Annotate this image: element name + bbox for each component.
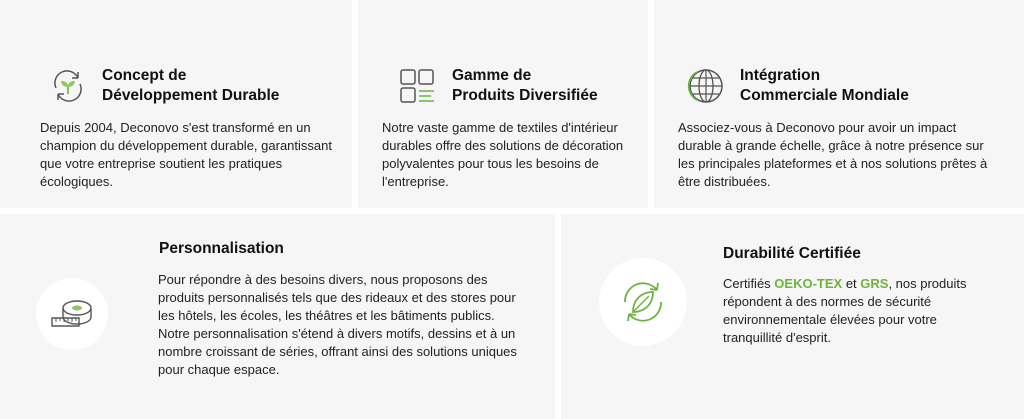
feature-title: Durabilité Certifiée	[723, 245, 861, 262]
icon-circle	[36, 278, 108, 350]
feature-header	[398, 66, 598, 106]
feature-description: Pour répondre à des besoins divers, nous proposons des produits personnalisés tels que des rideaux et des stores pour les hôtels, les écoles, les théâtres et les bâtiments publics. Notre personnalisation s'étend à divers motifs, dessins et à un nombre croissant de séries, offrant ainsi des solutions uniques pour chaque espace.	[158, 272, 517, 377]
feature-card-personalisation	[0, 214, 555, 419]
cert-oeko-tex: OEKO-TEX	[774, 276, 843, 291]
feature-description: Depuis 2004, Deconovo s'est transformé en un champion du développement durable, garantissant que votre entreprise soutient les pratiques écologiques.	[40, 120, 332, 189]
cert-grs: GRS	[860, 276, 889, 291]
feature-title-line1: Concept de	[102, 67, 187, 84]
feature-description: Notre vaste gamme de textiles d'intérieur durables offre des solutions de décoration polyvalentes pour tous les besoins de l'entreprise.	[382, 120, 624, 189]
feature-description	[723, 275, 988, 347]
leaf-cycle-icon	[615, 274, 671, 330]
icon-circle	[599, 258, 687, 346]
feature-header	[48, 66, 279, 106]
feature-card-certified	[561, 214, 1024, 419]
measuring-tape-icon	[49, 291, 95, 337]
desc-and: et	[842, 276, 861, 291]
feature-title: Personnalisation	[159, 240, 284, 257]
feature-title-line1: Intégration	[740, 67, 821, 84]
globe-icon	[686, 66, 726, 106]
recycle-sprout-icon	[48, 66, 88, 106]
feature-description: Associez-vous à Deconovo pour avoir un impact durable à grande échelle, grâce à notre présence sur les principales plateformes et à nos solutions prêtes à être distribuées.	[678, 120, 988, 189]
feature-title-line2: Produits Diversifiée	[452, 87, 598, 104]
feature-title-line1: Gamme de	[452, 67, 532, 84]
feature-card-concept	[0, 0, 352, 208]
feature-title-line2: Commerciale Mondiale	[740, 87, 909, 104]
feature-title-line2: Développement Durable	[102, 87, 280, 104]
feature-header	[686, 66, 909, 106]
feature-card-integration	[654, 0, 1024, 208]
desc-prefix: Certifiés	[723, 276, 775, 291]
desc-suffix: , nos produits répondent à des normes de sécurité environnementale élevées pour votre tranquillité d'esprit.	[723, 276, 967, 345]
product-grid-icon	[398, 66, 438, 106]
feature-card-range	[358, 0, 648, 208]
